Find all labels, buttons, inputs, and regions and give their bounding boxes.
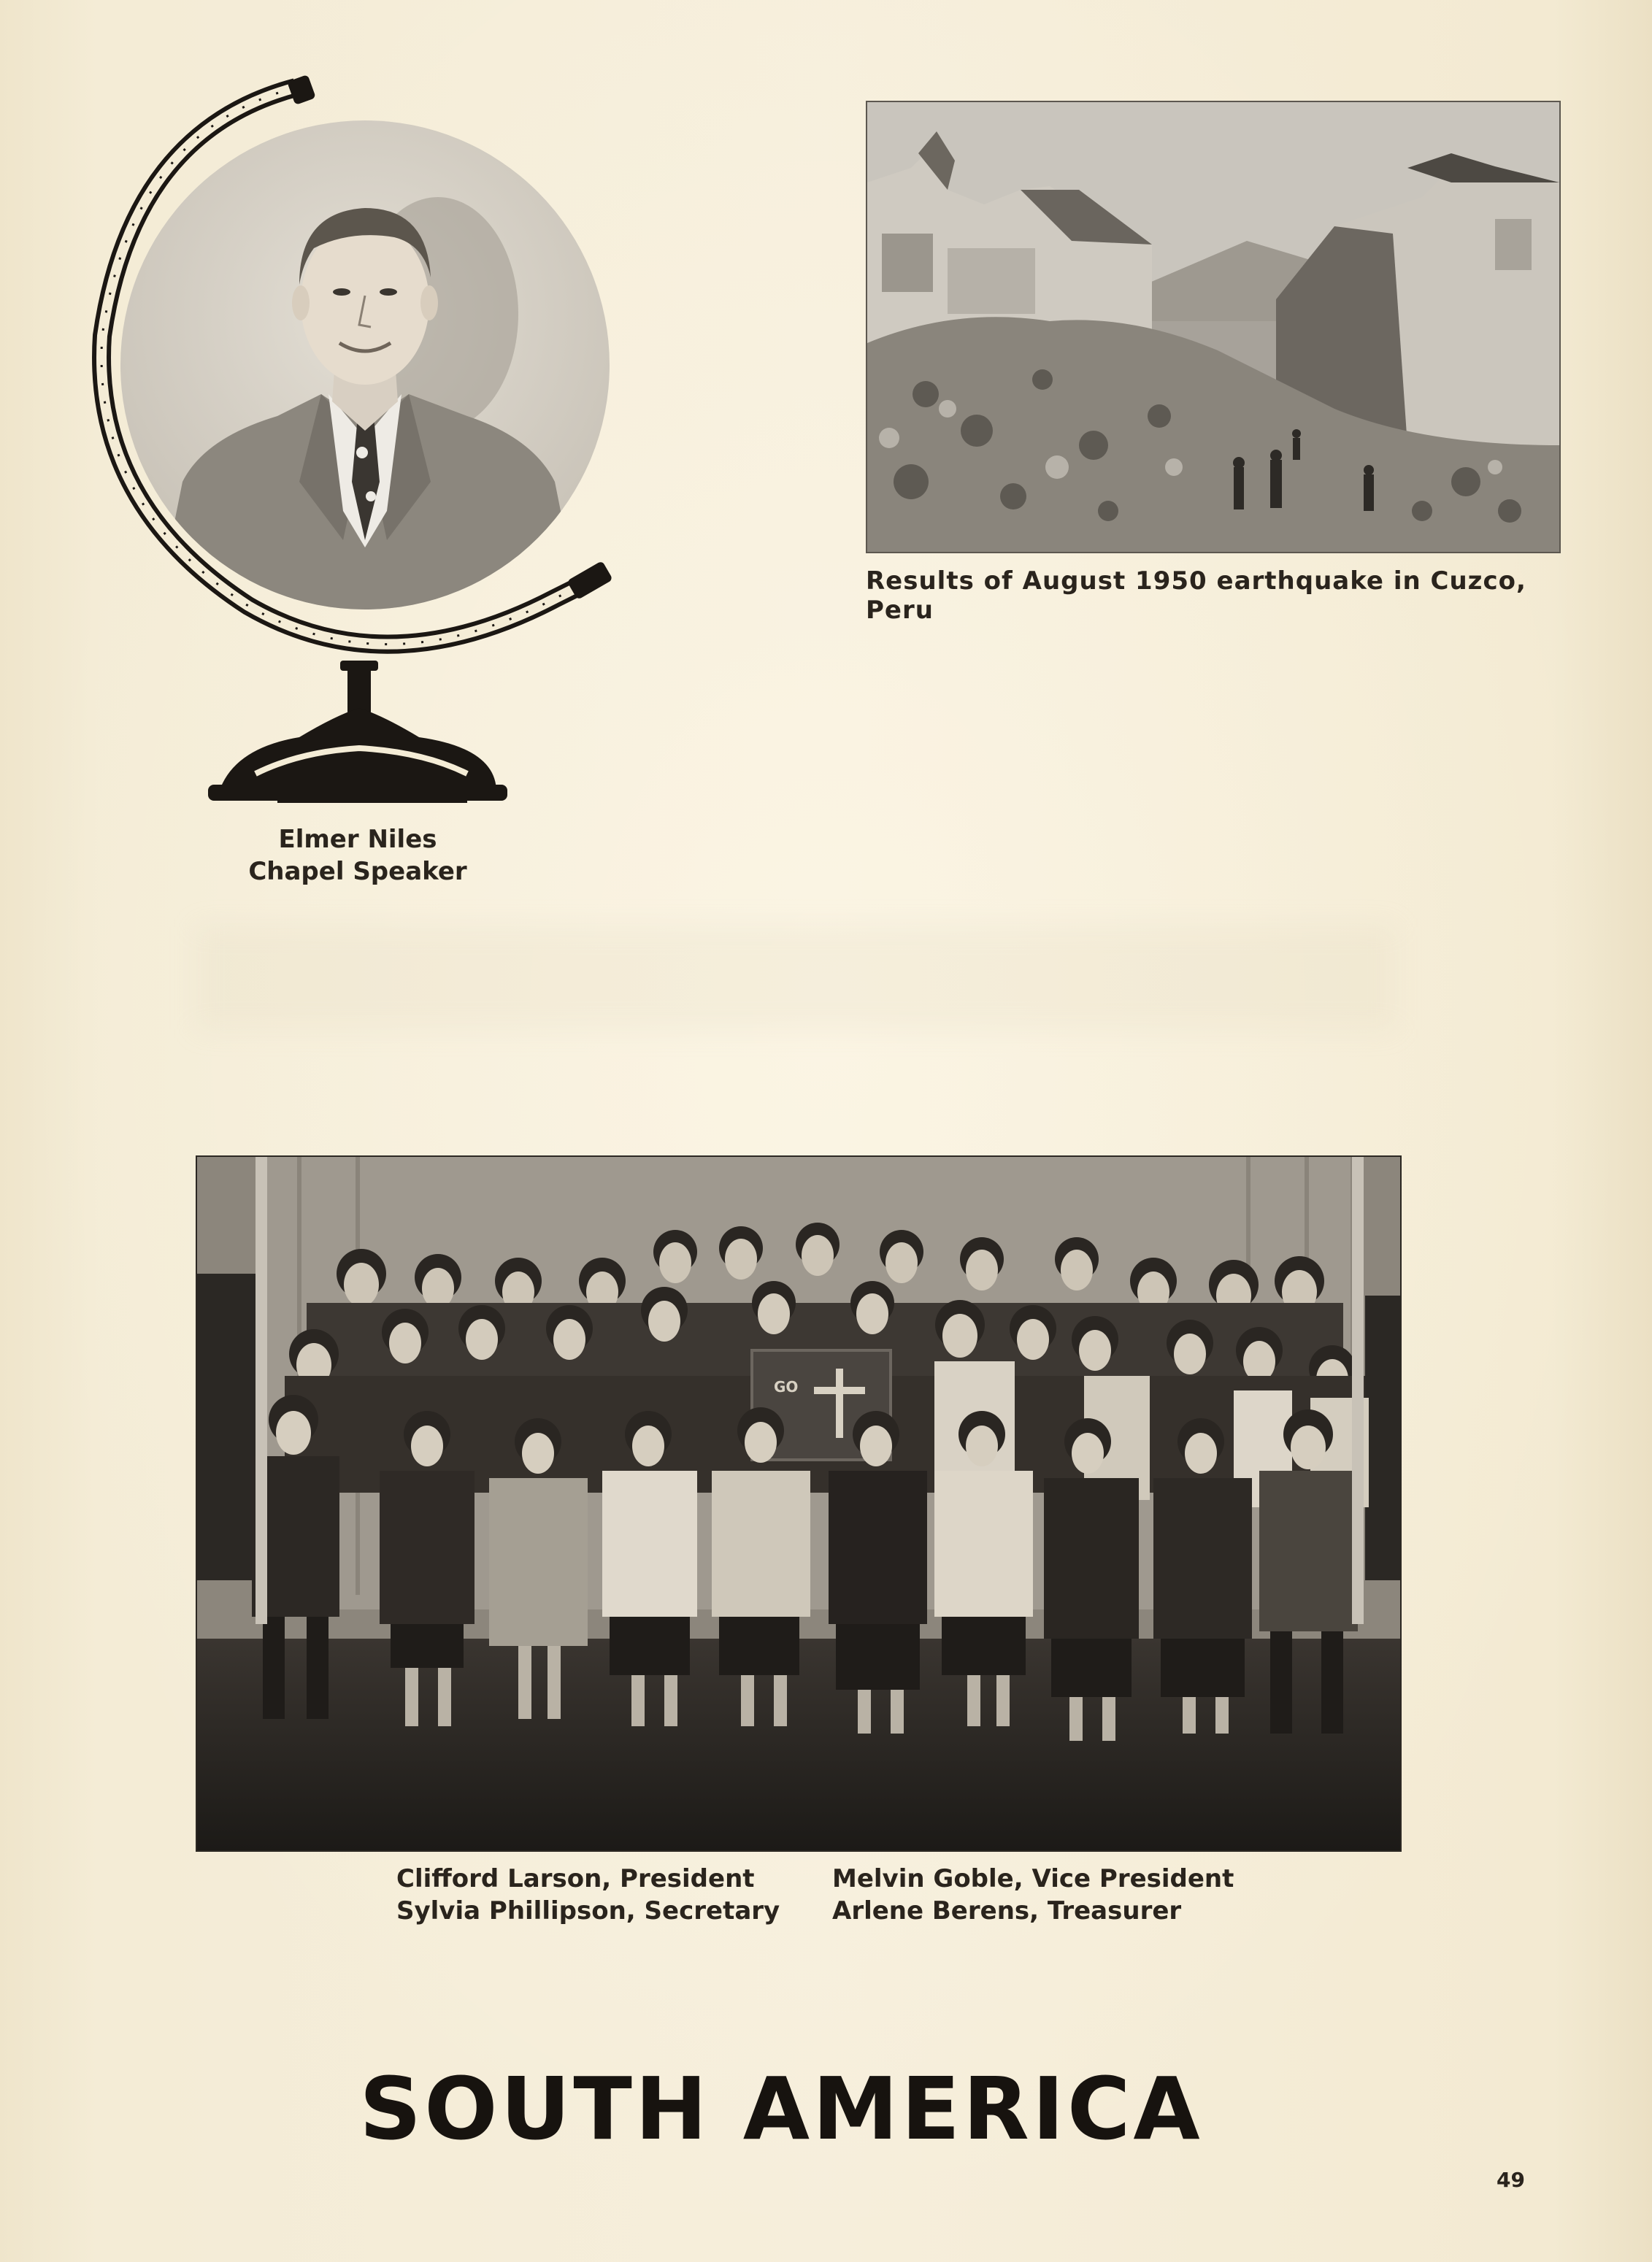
- officers-left: [396, 1863, 780, 1927]
- officer-president: Clifford Larson, President: [396, 1864, 755, 1893]
- globe-illustration: [58, 73, 642, 810]
- portrait-title: Chapel Speaker: [248, 857, 467, 886]
- officer-secretary: Sylvia Phillipson, Secretary: [396, 1896, 780, 1926]
- portrait-caption: [219, 823, 496, 888]
- globe-portrait-frame: [58, 73, 642, 810]
- page-number: 49: [1497, 2168, 1525, 2192]
- group-photo: [197, 1157, 1400, 1850]
- officer-vice-president: Melvin Goble, Vice President: [832, 1864, 1234, 1893]
- officer-treasurer: Arlene Berens, Treasurer: [832, 1896, 1182, 1926]
- officers-right: [832, 1863, 1234, 1927]
- earthquake-photo: [867, 102, 1559, 552]
- banner-label: GO: [774, 1378, 799, 1396]
- show-through-text: [197, 927, 1394, 1029]
- earthquake-caption: Results of August 1950 earthquake in Cuzco, Peru: [866, 566, 1526, 625]
- portrait-name: Elmer Niles: [278, 825, 437, 854]
- section-title: SOUTH AMERICA: [359, 2058, 1203, 2159]
